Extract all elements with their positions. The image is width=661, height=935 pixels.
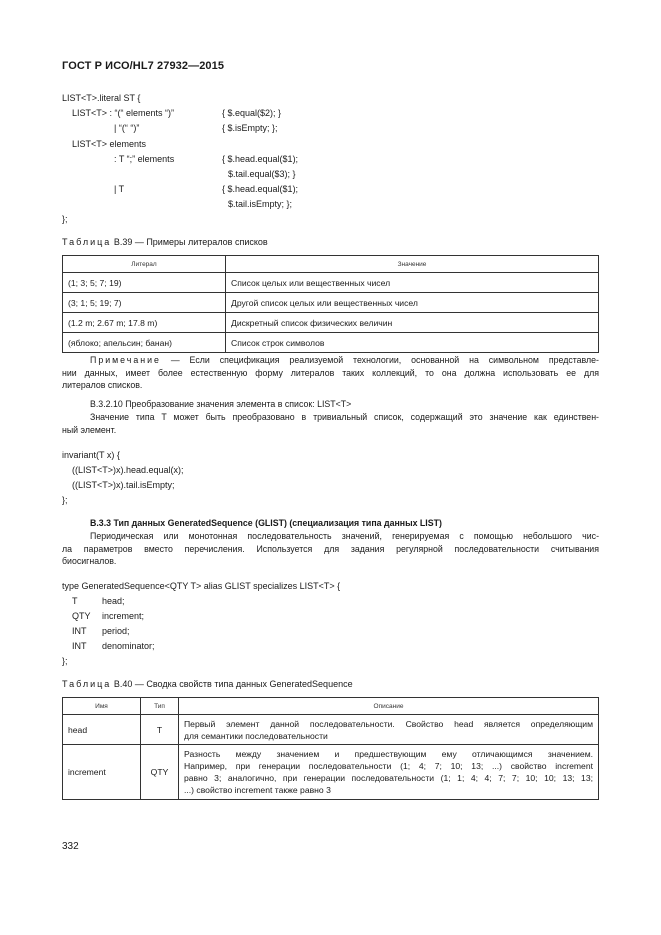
- code-line: denominator;: [102, 641, 155, 651]
- code-line: };: [62, 214, 68, 224]
- code-line: head;: [102, 596, 125, 606]
- description-line: для семантики последовательности: [184, 730, 328, 741]
- table-header-row: [63, 698, 599, 715]
- code-line: { $.head.equal($1);: [222, 184, 299, 194]
- section-paragraph: [62, 530, 599, 568]
- literal-cell: (1; 3; 5; 7; 19): [63, 273, 226, 293]
- code-line: $.tail.isEmpty; };: [228, 199, 293, 209]
- section-paragraph: [62, 411, 599, 436]
- column-header: Литерал: [63, 256, 226, 273]
- paragraph-line: Периодическая или монотонная последовательность значений, генерируемая с помощью небольшого чис-: [90, 531, 599, 541]
- column-header: Описание: [179, 698, 599, 715]
- note-label: Примечание: [90, 355, 161, 365]
- value-cell: Другой список целых или вещественных чисел: [226, 293, 599, 313]
- note-text: литералов списков.: [62, 380, 143, 390]
- code-line: QTY: [72, 611, 91, 621]
- paragraph-line: биосигналов.: [62, 556, 117, 566]
- code-line: invariant(T x) {: [62, 450, 120, 460]
- column-header: Тип: [141, 698, 179, 715]
- description-line: Первый элемент данной последовательности. Свойство head является определяющим: [184, 718, 593, 729]
- code-line: LIST<T>.literal ST {: [62, 93, 141, 103]
- table-row: [63, 293, 599, 313]
- code-line: };: [62, 495, 68, 505]
- value-cell: Список строк символов: [226, 333, 599, 353]
- code-line: ((LIST<T>)x).head.equal(x);: [72, 465, 184, 475]
- code-line: };: [62, 656, 68, 666]
- paragraph-line: Значение типа T может быть преобразовано в тривиальный список, содержащий это значение как единствен-: [90, 412, 599, 422]
- code-line: | T: [114, 184, 125, 194]
- paragraph-line: ла параметров вместо перечисления. Используется для задания регулярной последовательности считывания: [62, 543, 599, 554]
- code-line: period;: [102, 626, 130, 636]
- table-row: [63, 745, 599, 800]
- table-caption-prefix: Таблица: [62, 679, 112, 689]
- literal-cell: (яблоко; апельсин; банан): [63, 333, 226, 353]
- document-header: ГОСТ Р ИСО/HL7 27932—2015: [62, 60, 225, 72]
- value-cell: Дискретный список физических величин: [226, 313, 599, 333]
- code-line: { $.equal($2); }: [222, 108, 282, 118]
- code-line: { $.isEmpty; };: [222, 123, 278, 133]
- code-line: ((LIST<T>)x).tail.isEmpty;: [72, 480, 175, 490]
- code-line: : T “;” elements: [114, 154, 175, 164]
- table-caption: [62, 679, 353, 689]
- literal-cell: (1.2 m; 2.67 m; 17.8 m): [63, 313, 226, 333]
- name-cell: head: [63, 715, 141, 745]
- value-cell: Список целых или вещественных чисел: [226, 273, 599, 293]
- paragraph-line: ный элемент.: [62, 424, 117, 435]
- note-text: — Если спецификация реализуемой технологии, основанной на символьном представле-: [170, 355, 599, 365]
- generated-sequence-properties-table: [62, 697, 599, 800]
- code-line: LIST<T> : “(“ elements “)”: [72, 108, 175, 118]
- table-caption-text: B.40 — Сводка свойств типа данных GeneratedSequence: [113, 679, 353, 689]
- type-cell: QTY: [141, 745, 179, 800]
- section-heading: B.3.2.10 Преобразование значения элемента в список: LIST<T>: [90, 399, 352, 409]
- literal-examples-table: [62, 255, 599, 353]
- table-row: [63, 273, 599, 293]
- code-line: type GeneratedSequence<QTY T> alias GLIST specializes LIST<T> {: [62, 581, 341, 591]
- table-row: [63, 715, 599, 745]
- type-cell: T: [141, 715, 179, 745]
- code-line: INT: [72, 626, 87, 636]
- table-header-row: [63, 256, 599, 273]
- table-caption-prefix: Таблица: [62, 237, 112, 247]
- literal-cell: (3; 1; 5; 19; 7): [63, 293, 226, 313]
- note-text: нии данных, имеет более естественную форму литералов таких коллекций, то она должна использовать ее для: [62, 367, 599, 378]
- description-line: равно 3; аналогично, при генерации последовательности (1; 1; 4; 4; 7; 7; 10; 10; 13; 13;: [184, 773, 593, 783]
- description-line: Например, при генерации последовательности (1; 4; 7; 10; 13; ...) свойство increment: [184, 761, 593, 771]
- table-row: [63, 313, 599, 333]
- code-line: | “(“ “)”: [114, 123, 140, 133]
- column-header: Значение: [226, 256, 599, 273]
- column-header: Имя: [63, 698, 141, 715]
- table-caption-text: B.39 — Примеры литералов списков: [113, 237, 268, 247]
- note-paragraph: [62, 354, 599, 392]
- table-caption: [62, 237, 268, 247]
- code-line: { $.head.equal($1);: [222, 154, 299, 164]
- code-line: T: [72, 596, 78, 606]
- page-number: 332: [62, 841, 79, 852]
- description-cell: [179, 715, 599, 745]
- table-row: [63, 333, 599, 353]
- name-cell: increment: [63, 745, 141, 800]
- section-heading: B.3.3 Тип данных GeneratedSequence (GLIST) (специализация типа данных LIST): [90, 518, 442, 528]
- code-line: increment;: [102, 611, 145, 621]
- code-line: $.tail.equal($3); }: [228, 169, 296, 179]
- description-line: ...) свойство increment также равно 3: [184, 785, 331, 795]
- code-line: LIST<T> elements: [72, 139, 147, 149]
- description-line: Разность между значением и предшествующим ему отличающимся значением.: [184, 749, 593, 759]
- code-line: INT: [72, 641, 87, 651]
- description-cell: [179, 745, 599, 800]
